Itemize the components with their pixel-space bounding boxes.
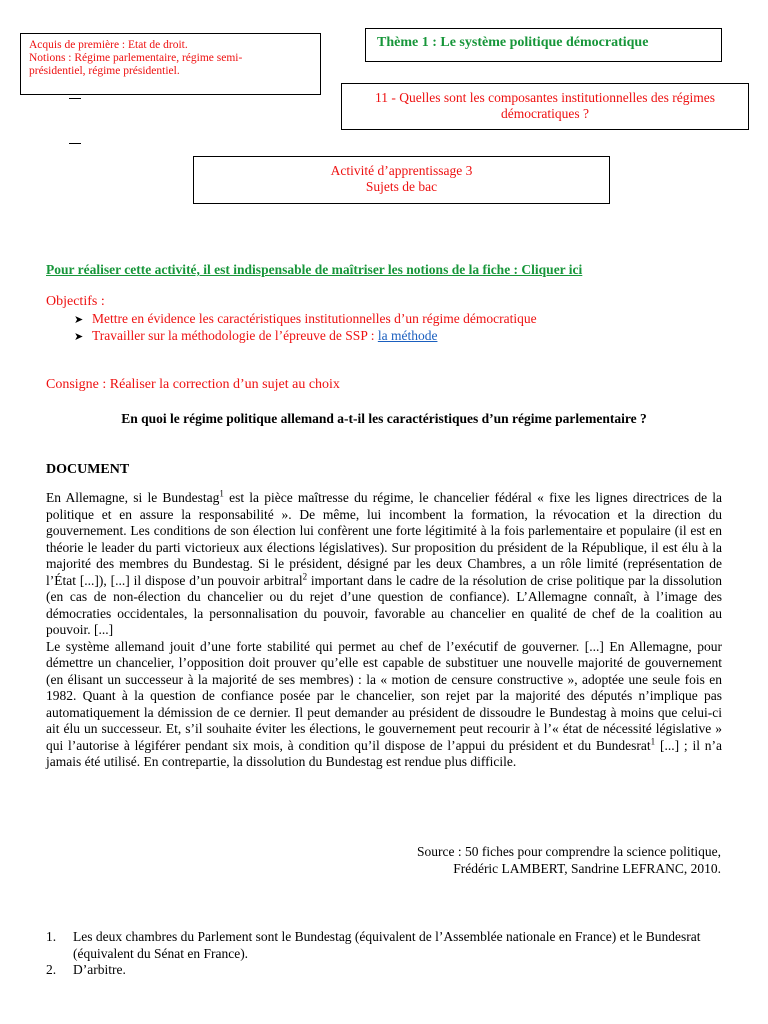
prerequisites-line: Acquis de première : Etat de droit. xyxy=(29,39,188,51)
objective-text: Mettre en évidence les caractéristiques institutionnelles d’un régime démocratique xyxy=(92,311,537,326)
activity-subtitle: Sujets de bac xyxy=(365,179,438,194)
notice-link[interactable]: Pour réaliser cette activité, il est indispensable de maîtriser les notions de la fiche : Cliquer ici xyxy=(46,262,583,277)
text-run: [...] ; il n’a jamais été utilisé. En contrepartie, la dissolution du Bundestag est rendue plus difficile. xyxy=(46,737,722,769)
theme-box xyxy=(365,28,722,62)
footnote-text: Les deux chambres du Parlement sont le Bundestag (équivalent de l’Assemblée nationale en France) et le Bundesrat (équivalent du Sénat en France). xyxy=(73,929,701,961)
arrow-bullet-icon: ➤ xyxy=(74,331,84,343)
objective-item xyxy=(74,328,437,344)
footnote-ref: 2 xyxy=(302,571,308,581)
activity-title: Activité d’apprentissage 3 xyxy=(330,163,473,178)
dash-line xyxy=(69,143,81,144)
objectives-title: Objectifs : xyxy=(46,294,105,309)
arrow-bullet-icon: ➤ xyxy=(74,314,84,326)
footnotes-list xyxy=(46,929,726,979)
document-paragraph xyxy=(46,639,722,771)
footnote-number: 2. xyxy=(46,962,57,977)
question-box xyxy=(341,83,749,130)
footnote-ref: 1 xyxy=(650,736,656,746)
document-paragraph xyxy=(46,490,722,639)
objective-item xyxy=(74,311,537,327)
document-heading: DOCUMENT xyxy=(46,462,130,477)
document-body xyxy=(46,490,722,771)
footnote-text: D’arbitre. xyxy=(73,962,126,977)
dash-line xyxy=(69,98,81,99)
prerequisites-line: présidentiel, régime présidentiel. xyxy=(29,65,180,77)
text-run: En Allemagne, si le Bundestag xyxy=(46,490,220,505)
prerequisites-box xyxy=(20,33,321,95)
footnote-item xyxy=(46,962,726,979)
method-link[interactable]: la méthode xyxy=(377,328,438,343)
source-citation xyxy=(300,843,721,877)
activity-box xyxy=(193,156,610,204)
footnote-number: 1. xyxy=(46,929,57,944)
objective-text: Travailler sur la méthodologie de l’épreuve de SSP : xyxy=(92,328,375,343)
question-line: 11 - Quelles sont les composantes institutionnelles des régimes xyxy=(375,90,715,105)
instruction: Consigne : Réaliser la correction d’un sujet au choix xyxy=(46,377,340,392)
text-run: Le système allemand jouit d’une forte stabilité qui permet au chef de l’exécutif de gouverner. [...] En Allemagne, pour démettre un chancelier, l’opposition doit prouver qu’elle est capable de substituer une nouvelle majorité de gouvernement (en élisant un successeur à la majorité de ses membres) : la « motion de censure constructive », adoptée une seule fois en 1982. Quant à la question de confiance posée par le chancelier, son rejet par la majorité des députés n’implique pas automatiquement la démission de ce dernier. Il peut demander au président de dissoudre le Bundestag à moins que celui-ci ait élu un successeur. Et, s’il souhaite éviter les élections, le gouvernement peut recourir à l’« état de nécessité législative » qui l’autorise à légiférer pendant six mois, à condition qu’il dispose de l’appui du président et du Bundesrat xyxy=(46,638,722,753)
footnote-item xyxy=(46,929,726,962)
source-line: Source : 50 fiches pour comprendre la science politique, xyxy=(416,844,721,859)
text-run: important dans le cadre de la résolution de crise politique par la dissolution (en cas de non-élection du chancelier ou du rejet d’une question de confiance). L’Allemagne connaît, à l’image des démocraties occidentales, la personnalisation du pouvoir, favorable au chancelier en qualité de chef de la coalition au pouvoir. [...] xyxy=(46,572,723,637)
subject-question: En quoi le régime politique allemand a-t-il les caractéristiques d’un régime parlementaire ? xyxy=(121,411,647,426)
footnote-ref: 1 xyxy=(219,488,224,499)
question-line: démocratiques ? xyxy=(500,106,590,121)
prerequisites-line: Notions : Régime parlementaire, régime semi- xyxy=(29,52,243,64)
source-line: Frédéric LAMBERT, Sandrine LEFRANC, 2010. xyxy=(453,861,721,876)
theme-title: Thème 1 : Le système politique démocratique xyxy=(377,35,649,50)
text-run: est la pièce maîtresse du régime, le chancelier fédéral « fixe les lignes directrices de la politique et en assure la responsabilité ». De même, lui incombent la formation, la révocation et la direction du gouvernement. Les conditions de son élection lui confèrent une forte légitimité à la fois parlementaire et populaire (il est en théorie le leader du parti victorieux aux élections législatives). Sur proposition du président de la République, il est élu à la majorité des membres du Bundestag. Si le président, désigné par les deux Chambres, a un rôle limité (représentation de l’État [...]), [...] il dispose d’un pouvoir arbitral xyxy=(46,490,723,588)
